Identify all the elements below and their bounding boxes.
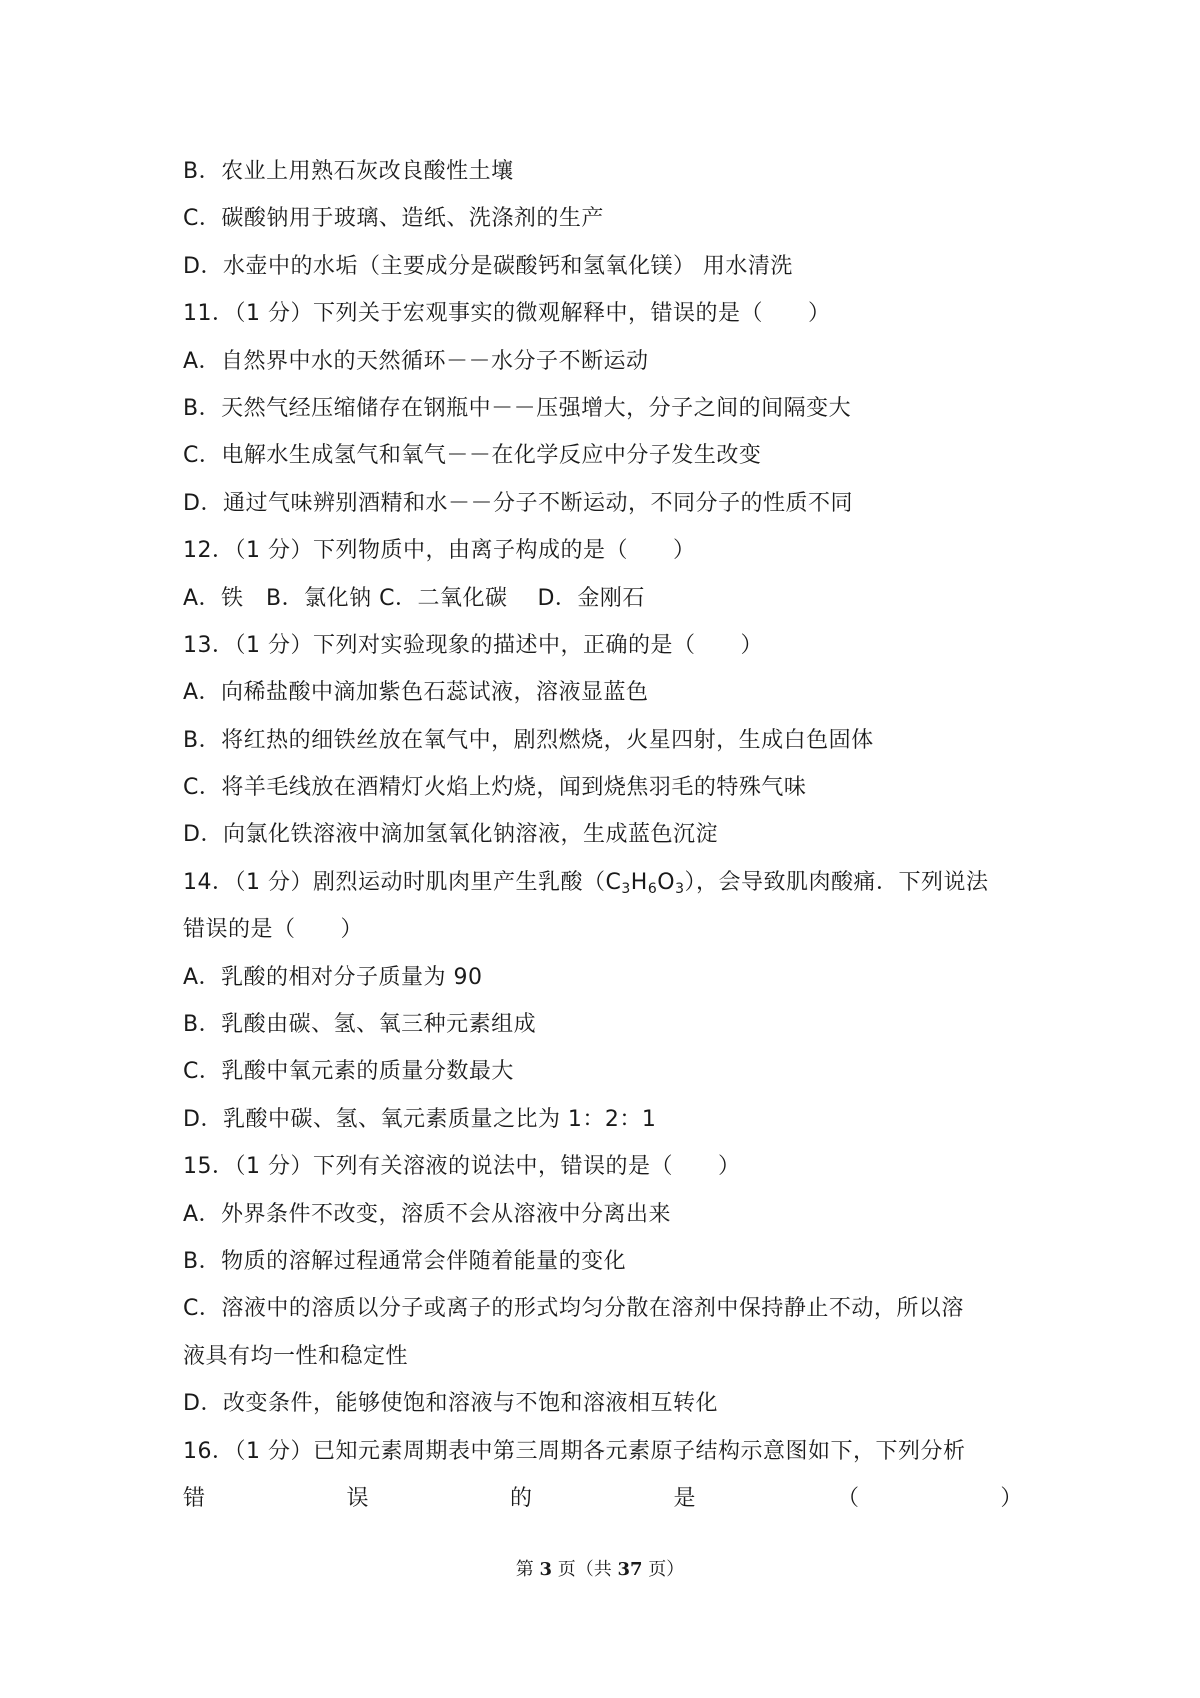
q13-option-d: D．向氯化铁溶液中滴加氢氧化钠溶液，生成蓝色沉淀 [183, 822, 718, 848]
q14-stem-line2: 错误的是（ ） [183, 917, 364, 943]
q10-option-c: C．碳酸钠用于玻璃、造纸、洗涤剂的生产 [183, 206, 604, 232]
q16-word: 错 [183, 1485, 206, 1511]
q14-formula-h: H [630, 869, 648, 895]
q16-word: 是 [673, 1485, 696, 1511]
q11-stem: 11．（1 分）下列关于宏观事实的微观解释中，错误的是（ ） [183, 301, 831, 327]
q12-stem: 12．（1 分）下列物质中，由离子构成的是（ ） [183, 538, 696, 564]
q14-stem-line1 [183, 859, 1023, 906]
q14-option-b: B．乳酸由碳、氢、氧三种元素组成 [183, 1012, 537, 1038]
q16-word: 误 [346, 1485, 369, 1511]
q10-option-b: B．农业上用熟石灰改良酸性土壤 [183, 159, 514, 184]
q14-formula-sub-c: 3 [621, 880, 631, 897]
q14-option-d: D．乳酸中碳、氢、氧元素质量之比为 1：2：1 [183, 1106, 657, 1132]
q15-option-d: D．改变条件，能够使饱和溶液与不饱和溶液相互转化 [183, 1391, 718, 1417]
q14-formula-sub-h: 6 [647, 880, 658, 897]
page-content [183, 148, 1023, 1522]
q11-option-c: C．电解水生成氢气和氧气－－在化学反应中分子发生改变 [183, 443, 762, 469]
q13-option-b: B．将红热的细铁丝放在氧气中，剧烈燃烧，火星四射，生成白色固体 [183, 727, 874, 753]
q12-options: A．铁 B．氯化钠 C．二氧化碳 D．金刚石 [183, 585, 645, 611]
q14-stem-pre: 14．（1 分）剧烈运动时肌肉里产生乳酸（C [183, 869, 622, 895]
q16-stem-line2 [183, 1475, 1023, 1522]
q13-option-c: C．将羊毛线放在酒精灯火焰上灼烧，闻到烧焦羽毛的特殊气味 [183, 775, 807, 801]
q16-stem: 16．（1 分）已知元素周期表中第三周期各元素原子结构示意图如下，下列分析 [183, 1438, 966, 1464]
footer-mid: 页（共 [552, 1559, 618, 1580]
q11-option-d: D．通过气味辨别酒精和水－－分子不断运动，不同分子的性质不同 [183, 490, 853, 516]
q15-option-a: A．外界条件不改变，溶质不会从溶液中分离出来 [183, 1201, 672, 1227]
q15-option-c-line2: 液具有均一性和稳定性 [183, 1343, 409, 1369]
footer-post: 页） [642, 1559, 685, 1580]
q11-option-a: A．自然界中水的天然循环－－水分子不断运动 [183, 348, 649, 374]
q14-option-a: A．乳酸的相对分子质量为 90 [183, 964, 483, 990]
q16-word: ） [1000, 1485, 1023, 1511]
q13-option-a: A．向稀盐酸中滴加紫色石蕊试液，溶液显蓝色 [183, 680, 649, 706]
q15-option-c-line1: C．溶液中的溶质以分子或离子的形式均匀分散在溶剂中保持静止不动，所以溶 [183, 1296, 964, 1322]
q14-option-c: C．乳酸中氧元素的质量分数最大 [183, 1059, 514, 1085]
q14-stem-post: ），会导致肌肉酸痛．下列说法 [684, 869, 989, 895]
footer-total-pages: 37 [617, 1559, 643, 1580]
footer-page-number: 3 [539, 1559, 552, 1580]
q15-stem: 15．（1 分）下列有关溶液的说法中，错误的是（ ） [183, 1154, 741, 1180]
q11-option-b: B．天然气经压缩储存在钢瓶中－－压强增大，分子之间的间隔变大 [183, 395, 852, 421]
q16-word: （ [836, 1485, 860, 1511]
footer-pre: 第 [515, 1559, 540, 1580]
q14-formula-sub-o: 3 [675, 880, 685, 897]
q15-option-b: B．物质的溶解过程通常会伴随着能量的变化 [183, 1248, 627, 1274]
q13-stem: 13．（1 分）下列对实验现象的描述中，正确的是（ ） [183, 632, 763, 658]
page-footer [0, 1555, 1200, 1581]
q10-option-d: D．水壶中的水垢（主要成分是碳酸钙和氢氧化镁） 用水清洗 [183, 253, 793, 279]
q16-word: 的 [509, 1485, 533, 1511]
q14-formula-o: O [657, 869, 676, 895]
